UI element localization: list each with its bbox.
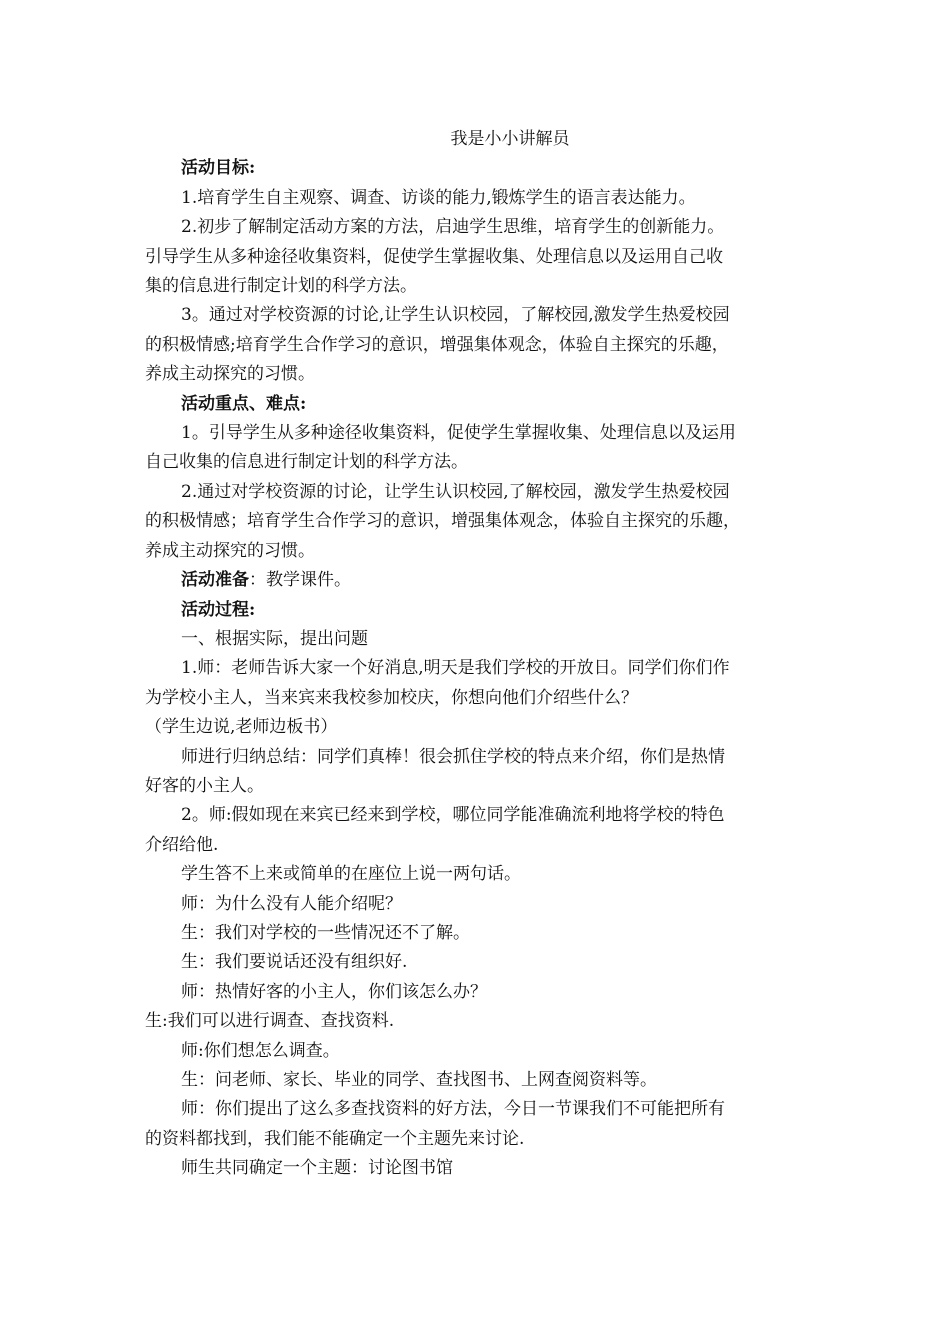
text-line: 自己收集的信息进行制定计划的科学方法。 xyxy=(145,452,468,473)
text-line: 3。通过对学校资源的讨论,让学生认识校园，了解校园,激发学生热爱校园 xyxy=(181,305,730,326)
text-line: 1.培育学生自主观察、调查、访谈的能力,锻炼学生的语言表达能力。 xyxy=(181,187,696,208)
text-line: 2.通过对学校资源的讨论，让学生认识校园,了解校园，激发学生热爱校园 xyxy=(181,481,730,502)
text-line: 师进行归纳总结：同学们真棒！很会抓住学校的特点来介绍，你们是热情 xyxy=(181,746,725,767)
text-line: 师:你们想怎么调查。 xyxy=(181,1040,340,1061)
prep-label: 活动准备 xyxy=(181,570,249,591)
text-line: 师：为什么没有人能介绍呢？ xyxy=(181,893,402,914)
text-line: 养成主动探究的习惯。 xyxy=(145,364,315,385)
text-line: 1.师：老师告诉大家一个好消息,明天是我们学校的开放日。同学们你们作 xyxy=(181,658,730,679)
document-lines xyxy=(145,154,835,1183)
text-line: 2。师:假如现在来宾已经来到学校，哪位同学能准确流利地将学校的特色 xyxy=(181,805,725,826)
text-line: 好客的小主人。 xyxy=(145,775,264,796)
prep-line xyxy=(145,566,835,595)
document-title: 我是小小讲解员 xyxy=(450,129,570,149)
section-heading: 活动重点、难点: xyxy=(181,393,307,414)
text-line: 的积极情感;培育学生合作学习的意识，增强集体观念，体验自主探究的乐趣， xyxy=(145,334,729,355)
prep-text: ：教学课件。 xyxy=(249,570,351,591)
text-line: 的积极情感；培育学生合作学习的意识，增强集体观念，体验自主探究的乐趣， xyxy=(145,511,740,532)
text-line: 生：我们要说话还没有组织好. xyxy=(181,952,408,973)
section-heading: 活动过程: xyxy=(181,599,256,620)
text-line: 一、根据实际，提出问题 xyxy=(181,628,368,649)
text-line: 师：热情好客的小主人，你们该怎么办？ xyxy=(181,981,487,1002)
text-line: 生：我们对学校的一些情况还不了解。 xyxy=(181,922,470,943)
text-line: 师生共同确定一个主题：讨论图书馆 xyxy=(181,1158,453,1179)
text-line: 生:我们可以进行调查、查找资料. xyxy=(145,1011,395,1032)
text-line: 的资料都找到，我们能不能确定一个主题先来讨论. xyxy=(145,1128,525,1149)
text-line: 引导学生从多种途径收集资料，促使学生掌握收集、处理信息以及运用自己收 xyxy=(145,246,723,267)
text-line: 生：问老师、家长、毕业的同学、查找图书、上网查阅资料等。 xyxy=(181,1070,657,1090)
text-line: 为学校小主人，当来宾来我校参加校庆，你想向他们介绍些什么？ xyxy=(145,687,638,708)
text-line: 1。引导学生从多种途径收集资料，促使学生掌握收集、处理信息以及运用 xyxy=(181,423,736,444)
section-heading: 活动目标: xyxy=(181,158,256,179)
document-body xyxy=(145,125,835,1184)
text-line: 2.初步了解制定活动方案的方法，启迪学生思维，培育学生的创新能力。 xyxy=(181,217,725,238)
text-line: 集的信息进行制定计划的科学方法。 xyxy=(145,276,417,297)
text-line: 学生答不上来或简单的在座位上说一两句话。 xyxy=(181,864,521,885)
text-line: 养成主动探究的习惯。 xyxy=(145,540,315,561)
text-line: （学生边说,老师边板书） xyxy=(145,717,338,738)
text-line: 师：你们提出了这么多查找资料的好方法，今日一节课我们不可能把所有 xyxy=(181,1099,725,1120)
text-line: 介绍给他. xyxy=(145,834,219,855)
